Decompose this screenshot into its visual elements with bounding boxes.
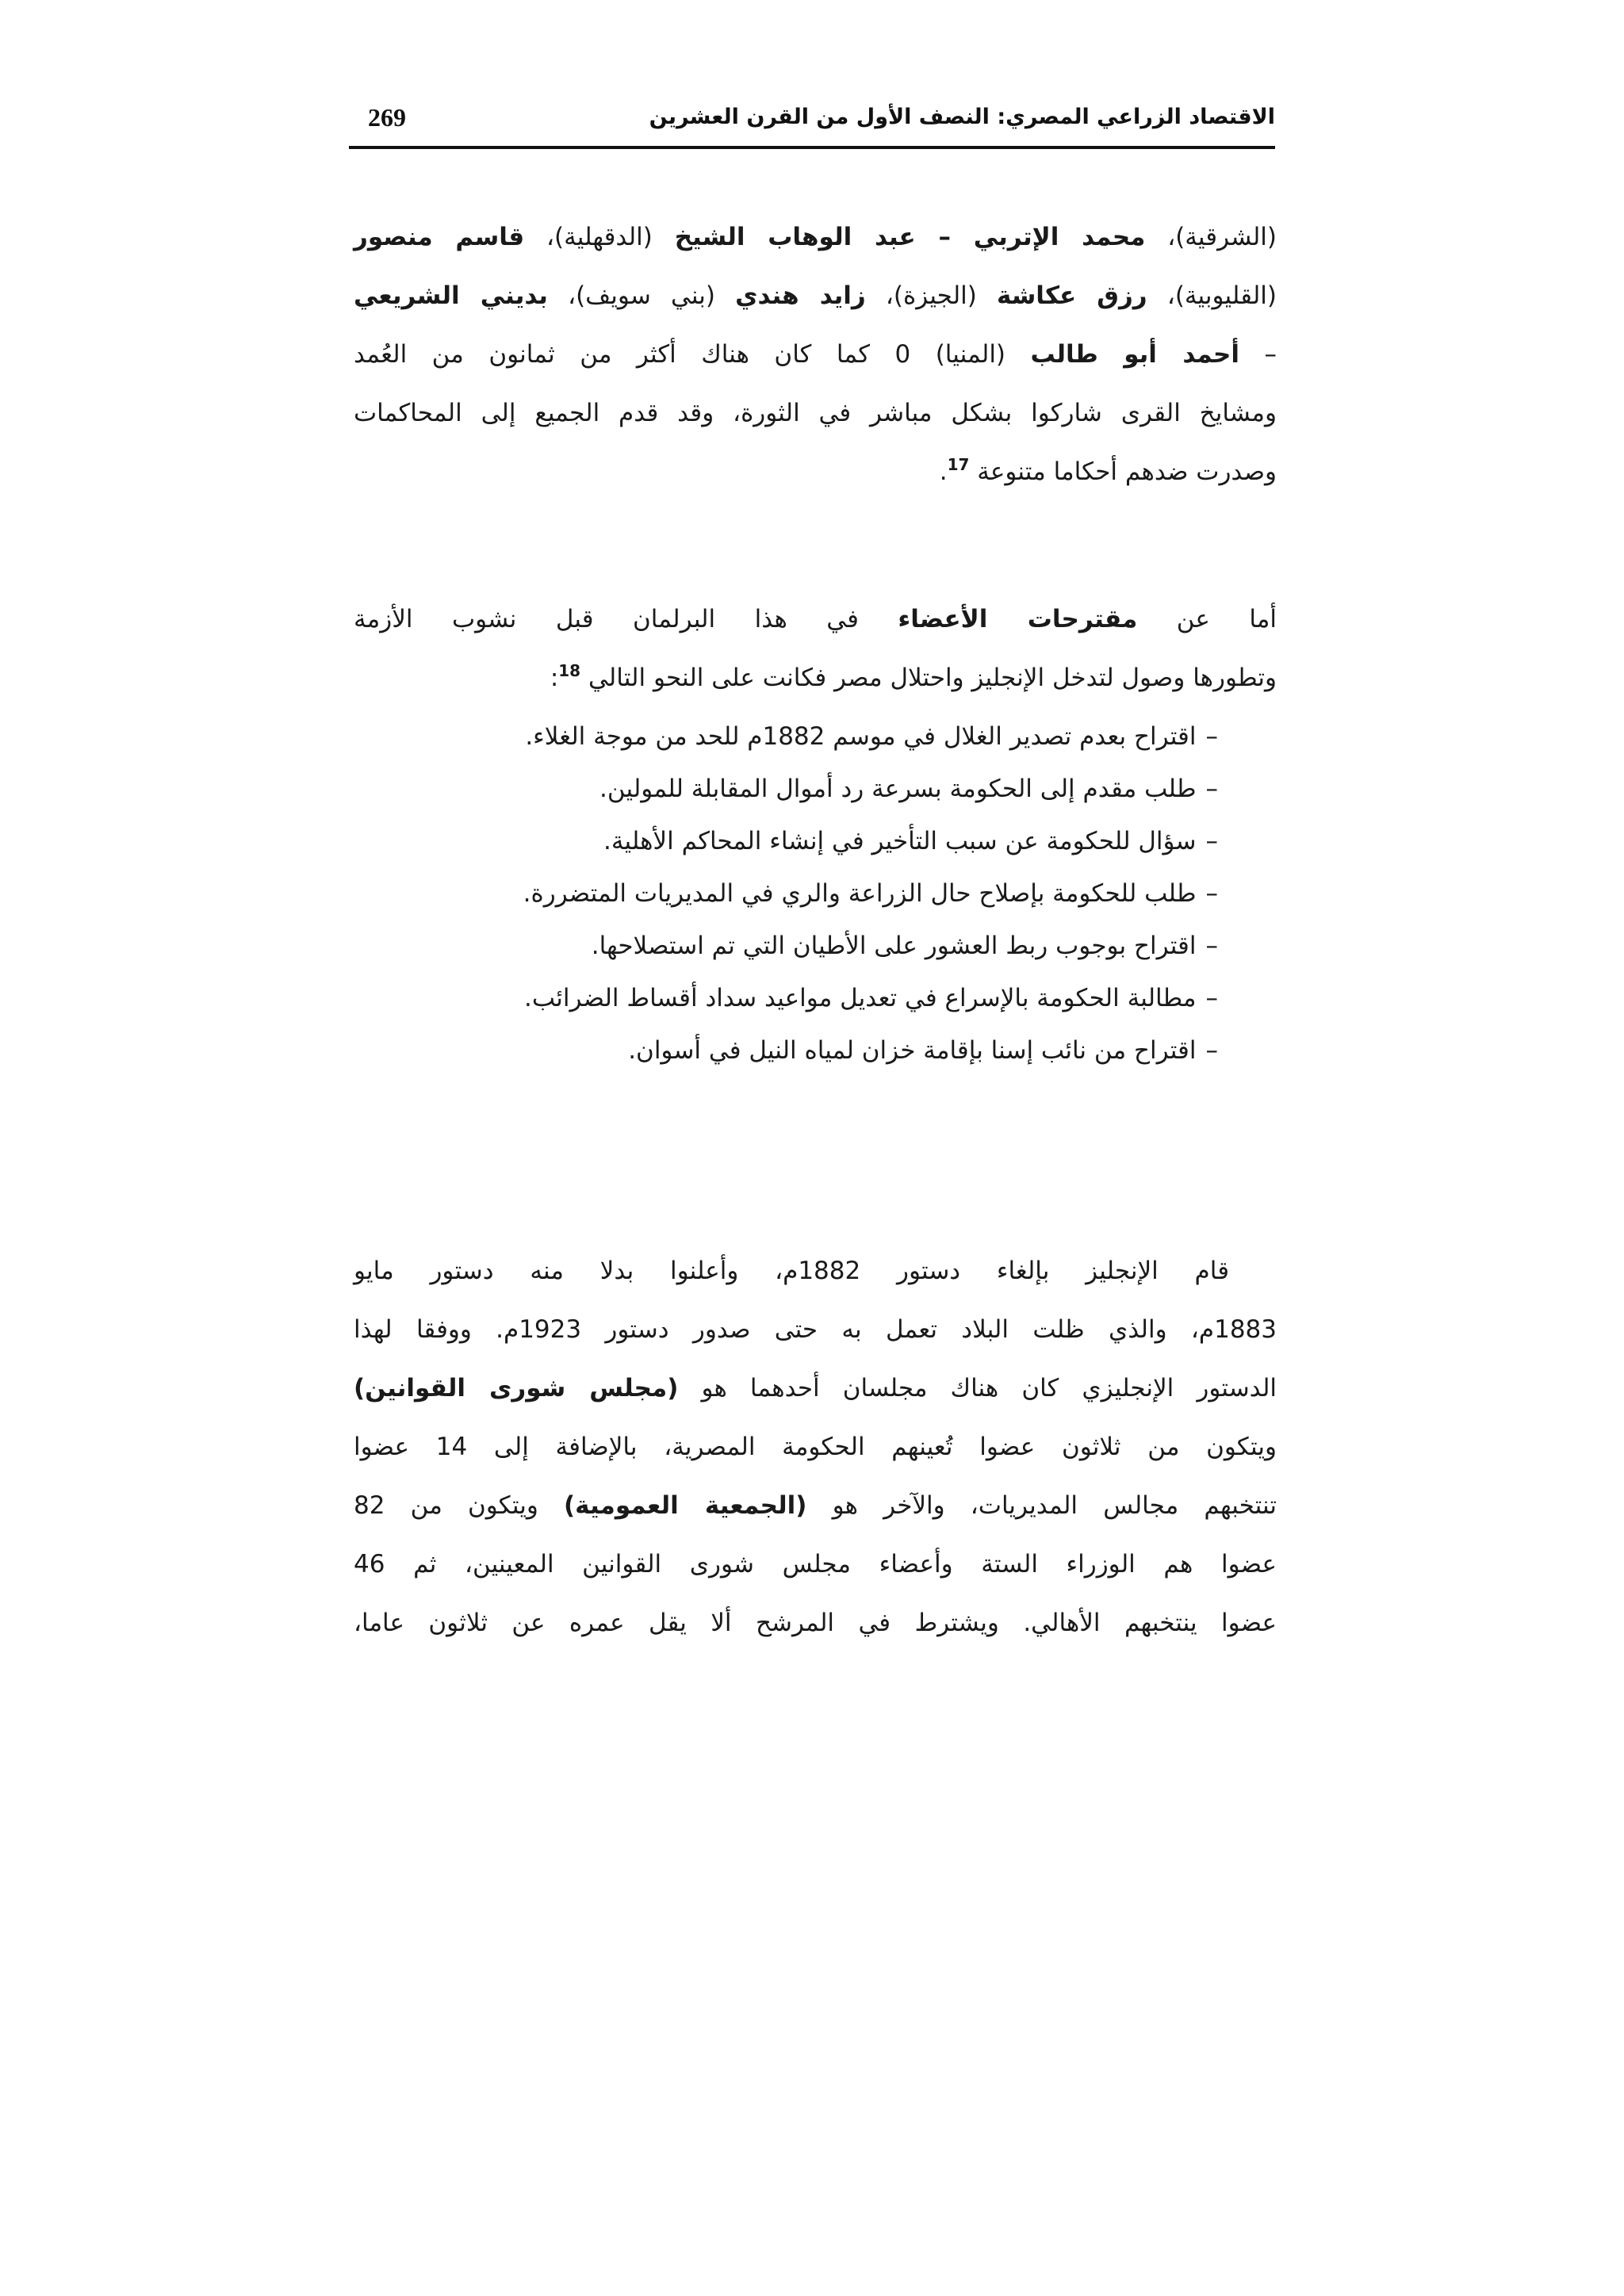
footnote-ref-18[interactable]: 18 bbox=[558, 661, 581, 680]
paragraph-1-line-1: (الشرقية)، محمد الإتربي – عبد الوهاب الشيخ (الدقهلية)، قاسم منصور bbox=[354, 223, 1277, 251]
proposals-list bbox=[354, 710, 1218, 1077]
paragraph-3-line-6: عضوا هم الوزراء الستة وأعضاء مجلس شورى القوانين المعينين، ثم 46 bbox=[354, 1550, 1277, 1578]
list-item: –اقتراح بوجوب ربط العشور على الأطيان التي تم استصلاحها. bbox=[591, 932, 1218, 960]
paragraph-3 bbox=[354, 1242, 1277, 1652]
paragraph-3-line-2: 1883م، والذي ظلت البلاد تعمل به حتى صدور دستور 1923م. ووفقا لهذا bbox=[354, 1315, 1277, 1344]
paragraph-1-line-2: (القليوبية)، رزق عكاشة (الجيزة)، زايد هندي (بني سويف)، بديني الشريعي bbox=[354, 281, 1277, 310]
list-item: –مطالبة الحكومة بالإسراع في تعديل مواعيد سداد أقساط الضرائب. bbox=[523, 984, 1218, 1012]
paragraph-1-line-3: – أحمد أبو طالب (المنيا) 0 كما كان هناك أكثر من ثمانون من العُمد bbox=[354, 340, 1277, 369]
paragraph-3-line-4: ويتكون من ثلاثون عضوا تُعينهم الحكومة المصرية، بالإضافة إلى 14 عضوا bbox=[354, 1433, 1277, 1461]
running-header bbox=[349, 97, 1275, 144]
paragraph-1-line-4: ومشايخ القرى شاركوا بشكل مباشر في الثورة، وقد قدم الجميع إلى المحاكمات bbox=[354, 399, 1277, 427]
list-item: –طلب للحكومة بإصلاح حال الزراعة والري في المديريات المتضررة. bbox=[523, 879, 1218, 908]
paragraph-2 bbox=[354, 590, 1277, 707]
paragraph-3-line-1: قام الإنجليز بإلغاء دستور 1882م، وأعلنوا بدلا منه دستور مايو bbox=[354, 1257, 1230, 1285]
list-item: –اقتراح بعدم تصدير الغلال في موسم 1882م للحد من موجة الغلاء. bbox=[525, 722, 1218, 751]
paragraph-1-line-5: وصدرت ضدهم أحكاما متنوعة $^{17}$. bbox=[939, 455, 1277, 486]
paragraph-1 bbox=[354, 208, 1277, 501]
page-number: 269 bbox=[368, 103, 406, 132]
footnote-ref-17[interactable]: 17 bbox=[947, 455, 970, 474]
running-header-title: الاقتصاد الزراعي المصري: النصف الأول من القرن العشرين bbox=[649, 105, 1275, 129]
list-item: –طلب مقدم إلى الحكومة بسرعة رد أموال المقابلة للمولين. bbox=[599, 775, 1218, 803]
list-item: –اقتراح من نائب إسنا بإقامة خزان لمياه النيل في أسوان. bbox=[628, 1036, 1218, 1065]
paragraph-3-line-3: الدستور الإنجليزي كان هناك مجلسان أحدهما هو (مجلس شورى القوانين) bbox=[354, 1374, 1277, 1402]
paragraph-3-line-5: تنتخبهم مجالس المديريات، والآخر هو (الجمعية العمومية) ويتكون من 82 bbox=[354, 1491, 1277, 1520]
list-item: –سؤال للحكومة عن سبب التأخير في إنشاء المحاكم الأهلية. bbox=[603, 827, 1218, 855]
paragraph-2-line-2: وتطورها وصول لتدخل الإنجليز واحتلال مصر فكانت على النحو التالي $^{18}$: bbox=[550, 661, 1277, 692]
paragraph-2-line-1: أما عن مقترحات الأعضاء في هذا البرلمان قبل نشوب الأزمة bbox=[354, 605, 1277, 633]
header-rule bbox=[349, 146, 1275, 149]
paragraph-3-line-7: عضوا ينتخبهم الأهالي. ويشترط في المرشح ألا يقل عمره عن ثلاثون عاما، bbox=[354, 1609, 1277, 1637]
